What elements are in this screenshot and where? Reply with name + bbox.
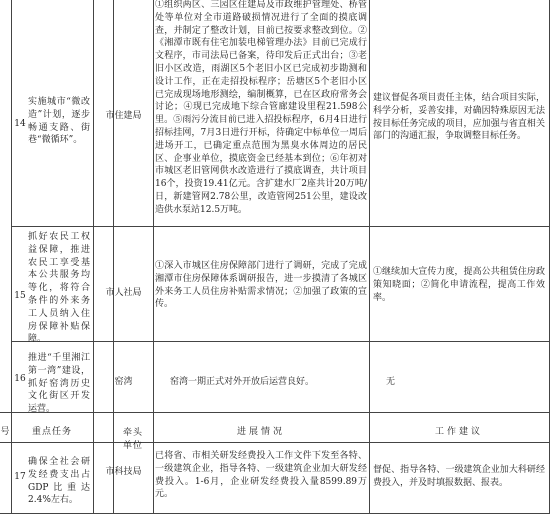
column-header-advice — [370, 426, 548, 439]
progress-text: 窑湾一期正式对外开放后运营良好。 — [170, 377, 315, 387]
dept-text: 市住建局 — [105, 111, 142, 121]
column-header-dept — [114, 414, 152, 453]
task-text: 确保全社会研发经费支出占GDP比重达2.4%左右。 — [28, 457, 90, 506]
task-cell — [28, 231, 90, 346]
dept-cell — [96, 466, 151, 479]
dept-text: 市人社局 — [105, 288, 142, 298]
progress-cell — [170, 376, 367, 389]
dept-text: 窑湾 — [114, 377, 133, 387]
progress-text: ①深入市城区住房保障部门进行了调研，完成了完成湘潭市住房保障体系调研报告，进一步摸清了各城区外来务工人员住房补贴需求情况；②加强了政策的宣传。 — [155, 261, 367, 310]
advice-text: 无 — [386, 377, 396, 387]
column-header-task — [12, 426, 92, 439]
dept-cell — [96, 376, 151, 389]
progress-cell — [155, 0, 367, 226]
grid-line — [11, 341, 549, 342]
column-header-index — [0, 426, 11, 439]
task-cell — [28, 352, 90, 416]
advice-text: 督促、指导各特、一级建筑企业加大科研经费投入，并及时填报数据、报表。 — [373, 465, 545, 488]
row-index — [12, 118, 28, 131]
row-index-text: 17 — [14, 472, 26, 482]
task-text: 实施城市“微改造”计划，逐步畅通支路、街巷“微循环”。 — [28, 97, 90, 146]
advice-text: ①继续加大宣传力度，提高公共租赁住房政策知晓面；②简化申请流程，提高工作效率。 — [373, 267, 545, 303]
advice-text: 建议督促各项目责任主体，结合项目实际，科学分析，妥善安排，对确因特殊原因无法按目标任务完成的项目，应加强与省直相关部门的沟通汇报，争取调整目标任务。 — [373, 93, 545, 142]
task-text: 推进“千里湘江第一湾”建设，抓好窑湾历史文化街区开发运营。 — [28, 353, 90, 415]
advice-cell — [386, 376, 546, 389]
column-header-progress — [154, 426, 368, 439]
row-index — [12, 290, 28, 303]
progress-text: ①组织两区、三园区住建局及市政维护管理处、桥管处等单位对全市道路破损情况进行了全面的摸底调查，并制定了整改计划，目前已按要求整改到位。②《湘潭市既有住宅加装电梯管理办法》目前已完成行文程序，市司法局已备案，待印发后正式出台；③老旧小区改造，雨湖区5个老旧小区已完成初步勘测和设计工作，正在走招投标程序；岳塘区5个老旧小区已完成现场地形测绘，编制概算，已在区政府常务会讨论；④现已完成地下综合管廊建设里程21.598公里。⑤雨污分流目前已进入招投标程序，6月4日进行招标挂网，7月3日进行开标，待确定中标单位一周后进场开工，已确定重点范围为黑臭水体周边的居民区、企事业单位，摸底资金已经基本到位；⑥年初对市城区老旧管网供水改造进行了摸底调查，共计项目16个，投资19.41亿元。含扩建水厂2座共计20万吨/日，新建管网2.78公里，改造管网251公里，建设改造供水泵站12.5万吨。 — [155, 0, 367, 215]
task-cell — [28, 96, 90, 147]
row-index-text: 14 — [14, 119, 26, 129]
progress-cell — [155, 260, 367, 311]
column-header-text: 重点任务 — [31, 427, 72, 437]
progress-cell — [155, 450, 367, 501]
task-cell — [28, 456, 90, 507]
dept-text: 市科技局 — [105, 467, 142, 477]
grid-line — [11, 226, 549, 227]
column-header-text: 进展情况 — [236, 427, 285, 437]
advice-cell — [373, 464, 545, 490]
dept-cell — [96, 110, 151, 123]
advice-cell — [373, 92, 545, 143]
column-header-text: 牵头 单位 — [122, 428, 143, 451]
progress-text: 已将省、市相关研发经费投入工作文件下发至各特、一级建筑企业，指导各特、一级建筑企业加大研发经费投入。1-6月，企业研发经费投入量8599.89万元。 — [155, 451, 367, 500]
row-index-text: 16 — [14, 374, 26, 384]
column-header-text: 号 — [0, 427, 11, 437]
row-index — [12, 471, 28, 484]
grid-line — [0, 442, 549, 443]
advice-cell — [373, 266, 545, 304]
task-text: 抓好农民工权益保障，推进农民工享受基本公共服务均等化，将符合条件的外来务工人员纳入住房保障补贴保障。 — [28, 232, 90, 345]
dept-cell — [96, 287, 151, 300]
grid-line — [93, 0, 94, 514]
row-index-text: 15 — [14, 291, 26, 301]
column-header-text: 工作建议 — [434, 427, 483, 437]
row-index — [12, 373, 28, 386]
